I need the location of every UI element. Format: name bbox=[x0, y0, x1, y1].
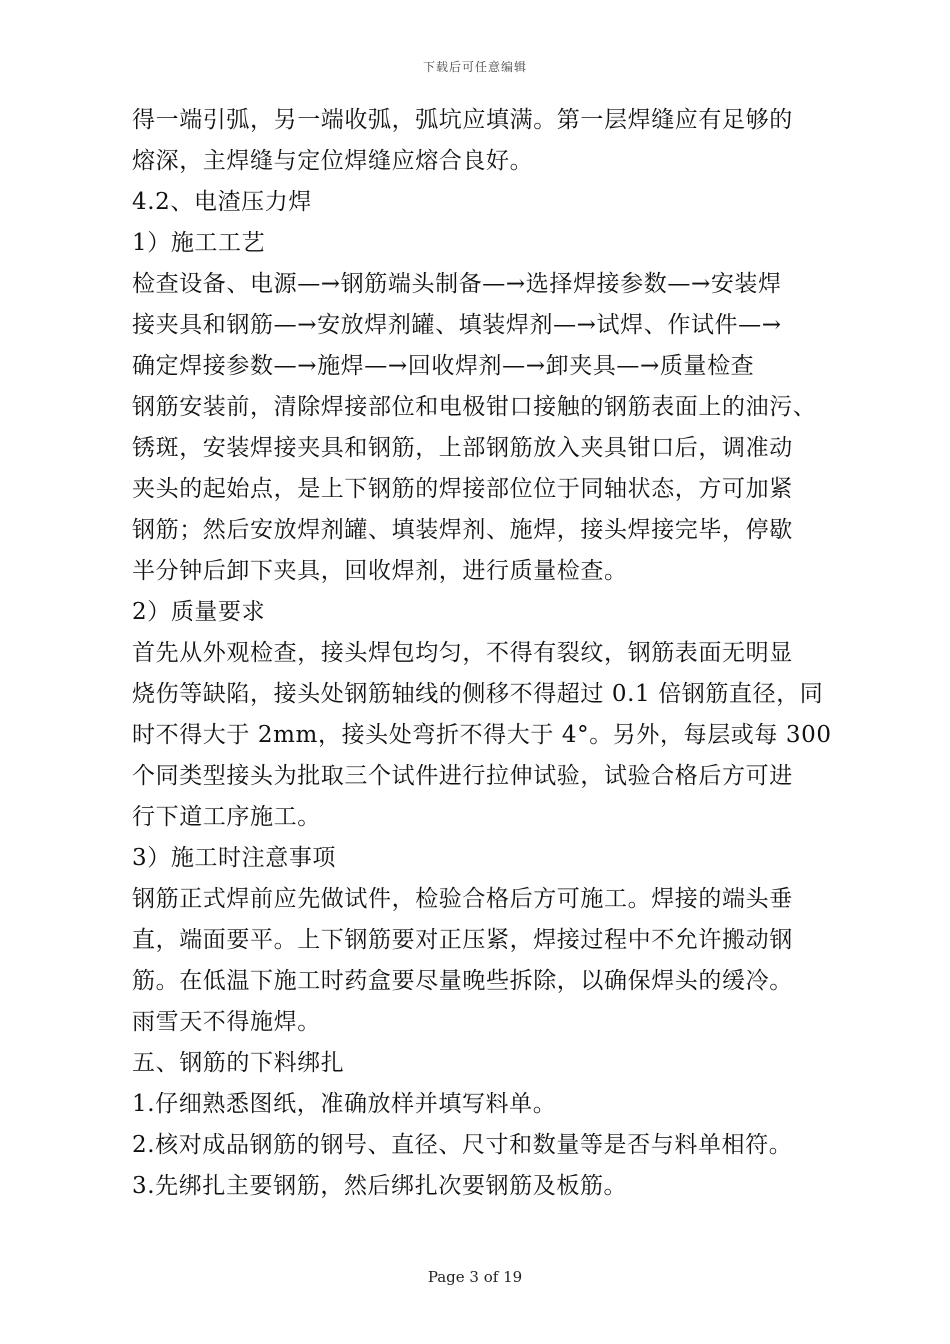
body-line: 雨雪天不得施焊。 bbox=[132, 1009, 321, 1035]
list-item: 1.仔细熟悉图纸，准确放样并填写料单。 bbox=[132, 1091, 557, 1117]
section-heading: 五、钢筋的下料绑扎 bbox=[132, 1050, 345, 1076]
body-line: 半分钟后卸下夹具，回收焊剂，进行质量检查。 bbox=[132, 558, 628, 584]
list-item: 2.核对成品钢筋的钢号、直径、尺寸和数量等是否与料单相符。 bbox=[132, 1132, 793, 1158]
body-line: 钢筋正式焊前应先做试件，检验合格后方可施工。焊接的端头垂 bbox=[132, 886, 793, 912]
subsection-heading: 2）质量要求 bbox=[132, 599, 266, 625]
body-line: 得一端引弧，另一端收弧，弧坑应填满。第一层焊缝应有足够的 bbox=[132, 107, 793, 133]
body-line: 首先从外观检查，接头焊包均匀，不得有裂纹，钢筋表面无明显 bbox=[132, 640, 793, 666]
body-line: 夹头的起始点，是上下钢筋的焊接部位位于同轴状态，方可加紧 bbox=[132, 476, 793, 502]
body-line: 直，端面要平。上下钢筋要对正压紧，焊接过程中不允许搬动钢 bbox=[132, 927, 793, 953]
body-line: 钢筋；然后安放焊剂罐、填装焊剂、施焊，接头焊接完毕，停歇 bbox=[132, 517, 793, 543]
body-line: 钢筋安装前，清除焊接部位和电极钳口接触的钢筋表面上的油污、 bbox=[132, 394, 817, 420]
body-line: 检查设备、电源—→钢筋端头制备—→选择焊接参数—→安装焊 bbox=[132, 271, 782, 297]
subsection-heading: 1）施工工艺 bbox=[132, 230, 266, 256]
page-header: 下载后可任意编辑 bbox=[422, 60, 527, 74]
list-item: 3.先绑扎主要钢筋，然后绑扎次要钢筋及板筋。 bbox=[132, 1173, 628, 1199]
subsection-heading: 3）施工时注意事项 bbox=[132, 845, 337, 871]
body-line: 筋。在低温下施工时药盒要尽量晚些拆除，以确保焊头的缓冷。 bbox=[132, 968, 793, 994]
page-number: Page 3 of 19 bbox=[427, 1268, 523, 1286]
body-line: 时不得大于 2mm，接头处弯折不得大于 4°。另外，每层或每 300 bbox=[132, 722, 832, 748]
body-line: 烧伤等缺陷，接头处钢筋轴线的侧移不得超过 0.1 倍钢筋直径，同 bbox=[132, 681, 824, 707]
document-body bbox=[132, 100, 832, 1207]
section-heading: 4.2、电渣压力焊 bbox=[132, 189, 312, 215]
body-line: 接夹具和钢筋—→安放焊剂罐、填装焊剂—→试焊、作试件—→ bbox=[132, 312, 782, 338]
body-line: 熔深，主焊缝与定位焊缝应熔合良好。 bbox=[132, 148, 534, 174]
body-line: 行下道工序施工。 bbox=[132, 804, 321, 830]
body-line: 确定焊接参数—→施焊—→回收焊剂—→卸夹具—→质量检查 bbox=[132, 353, 755, 379]
body-line: 锈斑，安装焊接夹具和钢筋，上部钢筋放入夹具钳口后，调准动 bbox=[132, 435, 793, 461]
body-line: 个同类型接头为批取三个试件进行拉伸试验，试验合格后方可进 bbox=[132, 763, 793, 789]
